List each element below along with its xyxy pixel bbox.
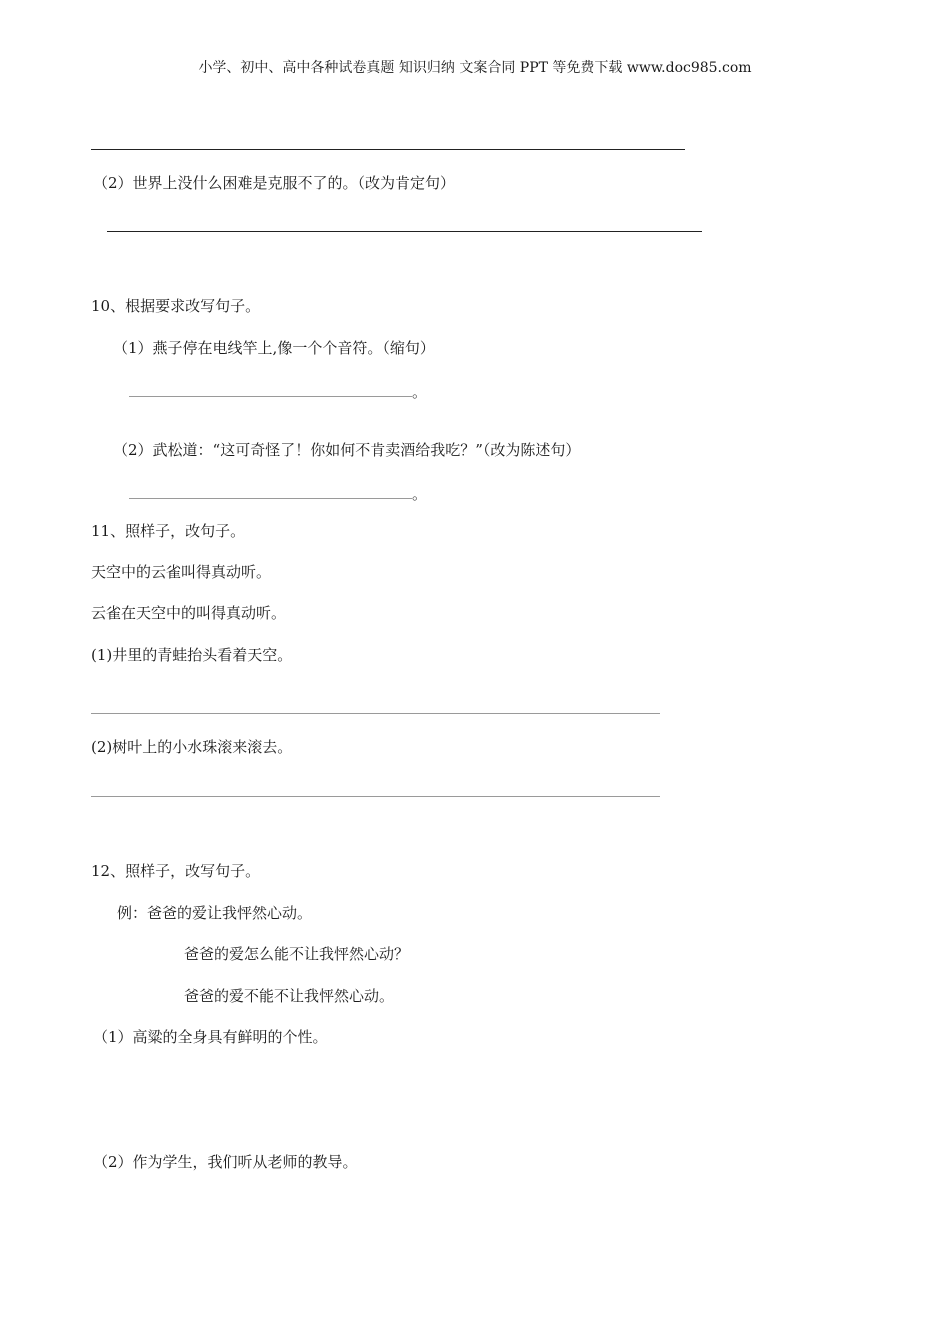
- q11-item-2: (2)树叶上的小水珠滚来滚去。: [91, 738, 293, 756]
- answer-blank: [129, 486, 412, 499]
- answer-line: [91, 796, 660, 797]
- period: 。: [412, 485, 428, 503]
- q9-item-2: （2）世界上没什么困难是克服不了的。（改为肯定句）: [93, 174, 456, 192]
- answer-line: [91, 713, 660, 714]
- period: 。: [412, 383, 428, 401]
- q11-example-1: 天空中的云雀叫得真动听。: [91, 563, 272, 581]
- page-header: 小学、初中、高中各种试卷真题 知识归纳 文案合同 PPT 等免费下载 www.doc985.com: [198, 60, 752, 76]
- q12-example-1: 例：爸爸的爱让我怦然心动。: [117, 904, 313, 922]
- answer-blank: [129, 384, 412, 397]
- q12-title: 12、照样子，改写句子。: [91, 862, 261, 880]
- q10-item-2: （2）武松道：“这可奇怪了！你如何不肯卖酒给我吃？”（改为陈述句）: [113, 441, 581, 459]
- q10-item-2-answer: [129, 486, 427, 502]
- q10-item-1: （1）燕子停在电线竿上,像一个个音符。（缩句）: [113, 339, 435, 357]
- q12-example-2: 爸爸的爱怎么能不让我怦然心动？: [184, 945, 410, 963]
- q10-title: 10、根据要求改写句子。: [91, 297, 261, 315]
- q11-item-1: (1)井里的青蛙抬头看着天空。: [91, 646, 293, 664]
- q10-item-1-answer: [129, 384, 427, 400]
- q12-example-3: 爸爸的爱不能不让我怦然心动。: [184, 987, 395, 1005]
- q12-item-1: （1）高粱的全身具有鲜明的个性。: [93, 1028, 328, 1046]
- q12-item-2: （2）作为学生，我们听从老师的教导。: [93, 1153, 358, 1171]
- q11-example-2: 云雀在天空中的叫得真动听。: [91, 604, 287, 622]
- q11-title: 11、照样子，改句子。: [91, 522, 246, 540]
- answer-line: [107, 231, 702, 232]
- answer-line: [91, 149, 685, 150]
